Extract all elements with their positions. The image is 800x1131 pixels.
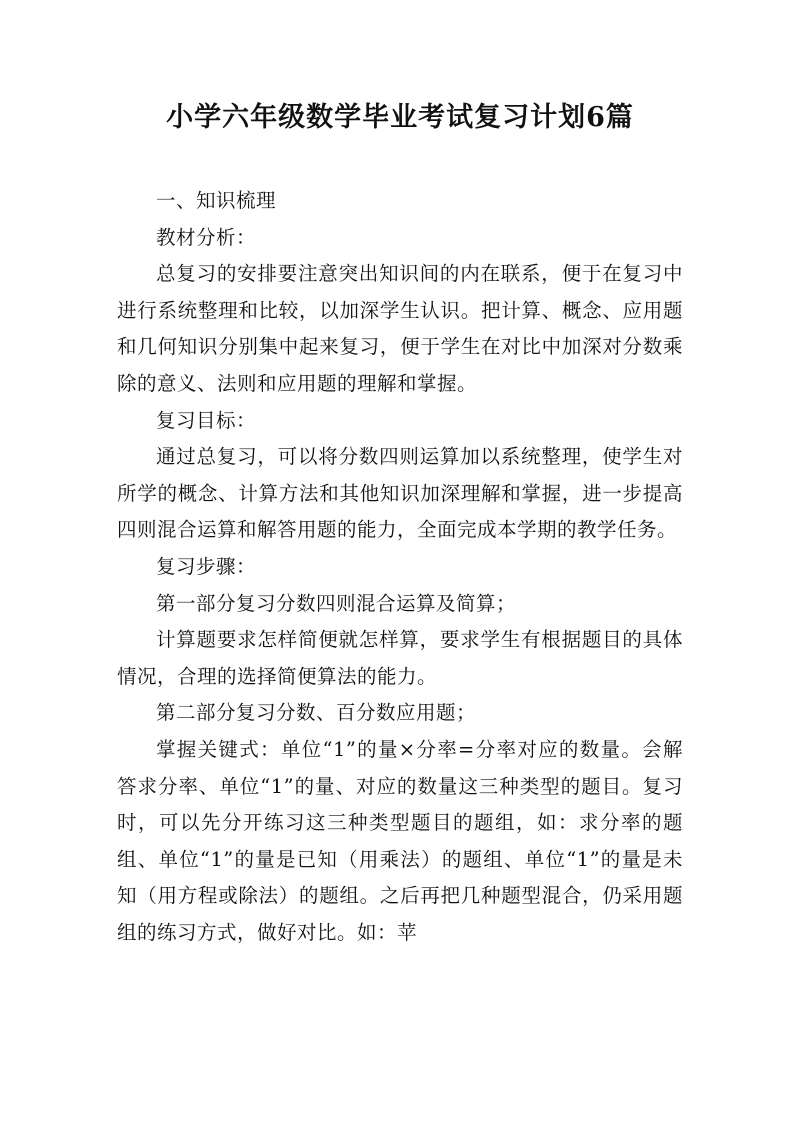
document-title: 小学六年级数学毕业考试复习计划6篇 <box>166 102 634 133</box>
document-body <box>117 183 683 951</box>
paragraph: 掌握关键式：单位“1”的量×分率=分率对应的数量。会解答求分率、单位“1”的量、对应的数量这三种类型的题目。复习时，可以先分开练习这三种类型题目的题组，如：求分率的题组、单位“1”的量是已知（用乘法）的题组、单位“1”的量是未知（用方程或除法）的题组。之后再把几种题型混合，仍采用题组的练习方式，做好对比。如：苹 <box>117 737 683 944</box>
paragraph: 第二部分复习分数、百分数应用题； <box>156 701 477 725</box>
paragraph: 通过总复习，可以将分数四则运算加以系统整理，使学生对所学的概念、计算方法和其他知识加深理解和掌握，进一步提高四则混合运算和解答用题的能力，全面完成本学期的教学任务。 <box>117 445 683 542</box>
paragraph: 计算题要求怎样简便就怎样算，要求学生有根据题目的具体情况，合理的选择简便算法的能力。 <box>117 628 683 688</box>
paragraph: 复习目标： <box>156 408 257 432</box>
paragraph: 教材分析： <box>156 225 257 249</box>
paragraph: 总复习的安排要注意突出知识间的内在联系，便于在复习中进行系统整理和比较，以加深学生认识。把计算、概念、应用题和几何知识分别集中起来复习，便于学生在对比中加深对分数乘除的意义、法则和应用题的理解和掌握。 <box>117 262 683 395</box>
paragraph: 一、知识梳理 <box>156 189 277 212</box>
paragraph: 复习步骤： <box>156 554 257 578</box>
paragraph: 第一部分复习分数四则混合运算及简算； <box>156 591 517 615</box>
